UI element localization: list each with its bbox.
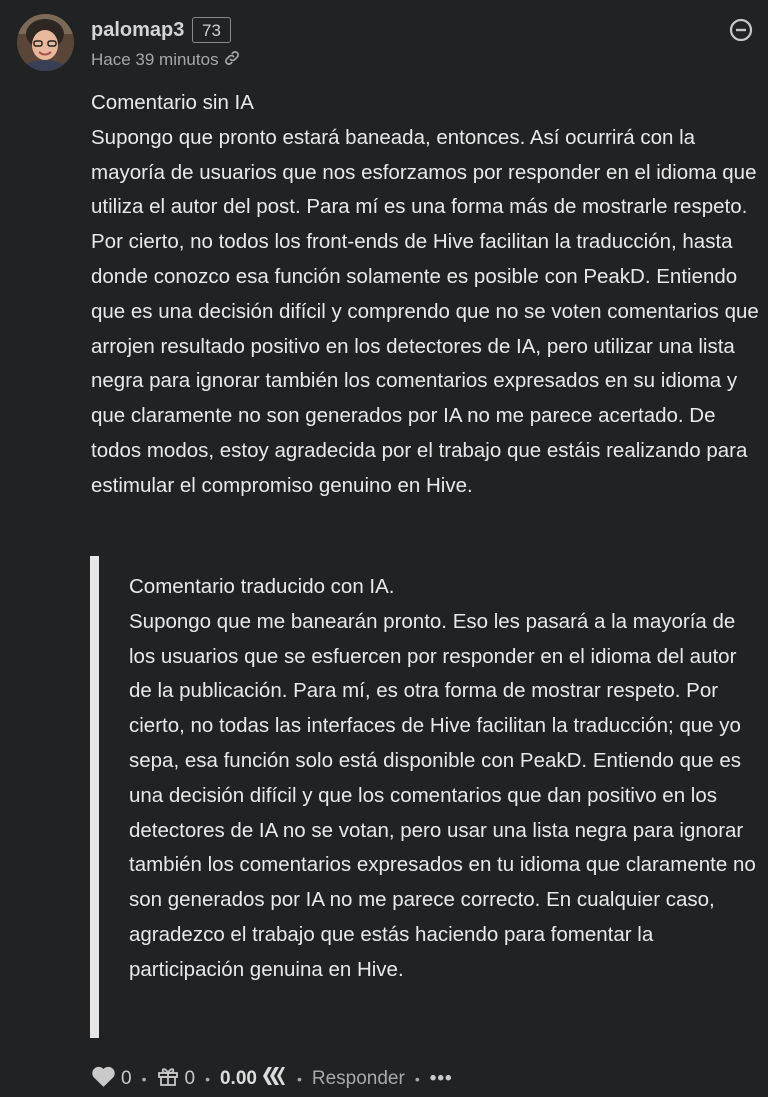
gift-button[interactable] [156,1064,195,1094]
comment-body-title: Comentario sin IA [91,91,254,114]
author-name[interactable]: palomap3 [91,19,185,41]
gift-icon[interactable] [156,1064,180,1094]
blockquote-bar [90,556,99,1038]
blockquote-title: Comentario traducido con IA. [129,575,395,598]
separator: • [414,1071,420,1087]
blockquote [129,570,759,988]
payout[interactable] [220,1065,287,1093]
more-options-button[interactable]: ••• [429,1068,453,1089]
comment-body [91,86,761,504]
separator: • [296,1071,302,1087]
comment-body-text: Supongo que pronto estará baneada, entonces. Así ocurrirá con la mayoría de usuarios que nos esforzamos por responder en el idioma que utiliza el autor del post. Para mí es una forma más de mostrarle respeto. Por cierto, no todos los front-ends de Hive facilitan la traducción, hasta donde conozco esa función solamente es posible con PeakD. Entiendo que es una decisión difícil y comprendo que no se voten comentarios que arrojen resultado positivo en los detectores de IA, pero utilizar una lista negra para ignorar también los comentarios expresados en su idioma y que claramente no son generados por IA no me parece acertado. De todos modos, estoy agradecida por el trabajo que estáis realizando para estimular el compromiso genuino en Hive. [91,125,759,497]
timestamp-row [91,49,241,71]
timestamp[interactable]: Hace 39 minutos [91,50,219,69]
payout-value: 0.00 [219,1068,257,1089]
reputation-badge: 73 [192,17,231,43]
avatar[interactable] [17,14,74,71]
minus-circle-icon[interactable] [729,18,753,42]
comment-footer [90,1064,453,1094]
reply-button[interactable]: Responder [311,1068,405,1089]
separator: • [205,1071,210,1087]
heart-icon[interactable] [90,1064,117,1094]
vote-button[interactable] [90,1064,132,1094]
gift-count: 0 [184,1068,196,1089]
hive-logo-icon [261,1065,287,1093]
separator: • [141,1071,147,1087]
vote-count: 0 [121,1068,132,1089]
blockquote-text: Supongo que me banearán pronto. Eso les pasará a la mayoría de los usuarios que se esfuercen por responder en el idioma del autor de la publicación. Para mí, es otra forma de mostrar respeto. Por cierto, no todas las interfaces de Hive facilitan la traducción; que yo sepa, esa función solo está disponible con PeakD. Entiendo que es una decisión difícil y que los comentarios que dan positivo en los detectores de IA no se votan, pero usar una lista negra para ignorar también los comentarios expresados en tu idioma que claramente no son generados por IA no me parece correcto. En cualquier caso, agradezco el trabajo que estás haciendo para fomentar la participación genuina en Hive. [129,609,756,981]
link-icon[interactable] [223,49,241,72]
